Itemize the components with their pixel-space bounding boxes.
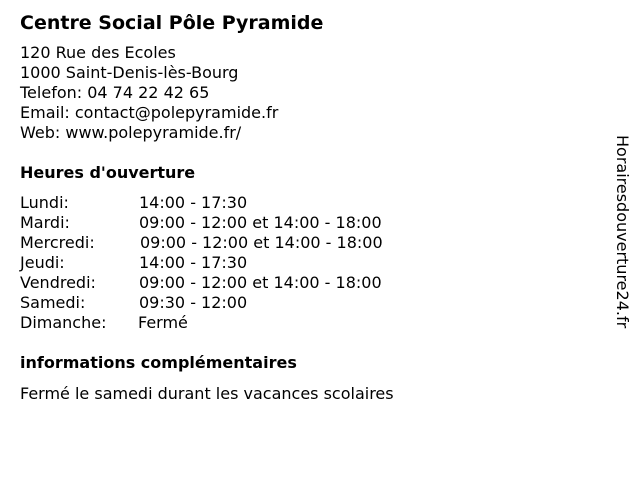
address-web: Web: www.polepyramide.fr/ [20, 123, 242, 142]
hours-day: Lundi: [20, 193, 69, 212]
hours-day: Samedi: [20, 293, 86, 312]
hours-row-mercredi [20, 233, 450, 253]
hours-time: 09:00 - 12:00 et 14:00 - 18:00 [139, 273, 382, 292]
address-email: Email: contact@polepyramide.fr [20, 103, 279, 122]
hours-day: Dimanche: [20, 313, 107, 332]
hours-table [20, 193, 450, 333]
address-city: 1000 Saint-Denis-lès-Bourg [20, 63, 239, 82]
hours-day: Mardi: [20, 213, 70, 232]
hours-time: 09:00 - 12:00 et 14:00 - 18:00 [139, 213, 382, 232]
info-heading: informations complémentaires [20, 353, 297, 372]
hours-heading: Heures d'ouverture [20, 163, 196, 182]
hours-row-samedi [20, 293, 450, 313]
hours-time: 09:30 - 12:00 [139, 293, 248, 312]
info-note: Fermé le samedi durant les vacances scolaires [20, 384, 394, 403]
site-watermark: Horairesdouverture24.fr [613, 135, 632, 329]
page-title: Centre Social Pôle Pyramide [20, 12, 324, 34]
address-block [20, 43, 278, 143]
hours-time: 09:00 - 12:00 et 14:00 - 18:00 [140, 233, 383, 252]
hours-day: Jeudi: [20, 253, 65, 272]
hours-time: Fermé [138, 313, 188, 332]
address-phone: Telefon: 04 74 22 42 65 [20, 83, 210, 102]
hours-day: Mercredi: [20, 233, 95, 252]
hours-time: 14:00 - 17:30 [139, 193, 248, 212]
hours-row-jeudi [20, 253, 450, 273]
hours-time: 14:00 - 17:30 [139, 253, 248, 272]
hours-row-dimanche [20, 313, 450, 333]
hours-day: Vendredi: [20, 273, 96, 292]
address-street: 120 Rue des Ecoles [20, 43, 176, 62]
hours-row-lundi [20, 193, 450, 213]
hours-row-vendredi [20, 273, 450, 293]
hours-row-mardi [20, 213, 450, 233]
